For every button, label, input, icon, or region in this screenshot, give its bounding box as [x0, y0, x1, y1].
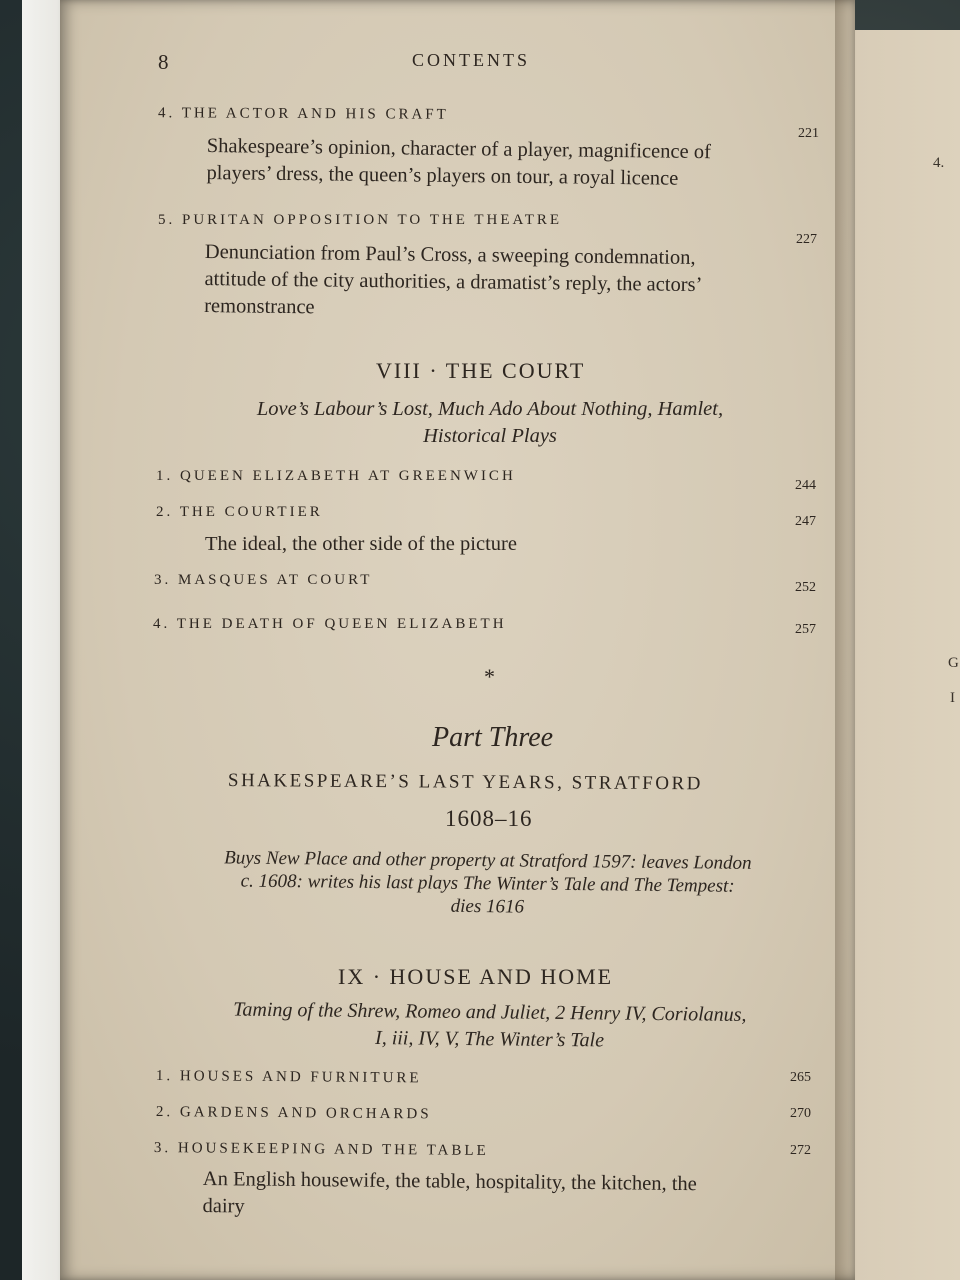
- description-line: attitude of the city authorities, a dramatist’s reply, the actors’: [204, 267, 703, 297]
- page-gutter-shadow: [835, 0, 857, 1280]
- toc-entry-label: 1. HOUSES AND FURNITURE: [155, 1068, 422, 1087]
- toc-entry-page: 244: [795, 478, 816, 493]
- plays-line: Historical Plays: [423, 425, 557, 447]
- toc-entry-label: 2. GARDENS AND ORCHARDS: [155, 1104, 432, 1123]
- part-heading: Part Three: [432, 722, 554, 753]
- description-line: Shakespeare’s opinion, character of a player, magnificence of: [206, 134, 711, 164]
- toc-entry-page: 247: [795, 514, 816, 529]
- facing-page-fragment: 4.: [933, 155, 945, 171]
- plays-line: I, iii, IV, V, The Winter’s Tale: [374, 1027, 605, 1052]
- toc-entry-page: 270: [790, 1106, 811, 1121]
- chapter-heading: IX · HOUSE AND HOME: [338, 964, 614, 989]
- toc-entry-label: 2. THE COURTIER: [156, 504, 323, 520]
- page-title: CONTENTS: [412, 50, 530, 70]
- toc-entry-label: 4. THE ACTOR AND HIS CRAFT: [157, 105, 449, 123]
- plays-line: Love’s Labour’s Lost, Much Ado About Nothing, Hamlet,: [256, 398, 724, 420]
- chapter-heading: VIII · THE COURT: [376, 358, 586, 383]
- toc-entry-page: 272: [790, 1143, 811, 1158]
- toc-entry-description: The ideal, the other side of the picture: [205, 533, 517, 555]
- summary-line: Buys New Place and other property at Stratford 1597: leaves London: [224, 847, 752, 874]
- toc-entry-page: 265: [790, 1070, 811, 1085]
- part-years: 1608–16: [445, 806, 533, 831]
- toc-entry-label: 3. HOUSEKEEPING AND THE TABLE: [153, 1140, 489, 1159]
- contents-page: [60, 0, 855, 1280]
- chapter-plays: [210, 396, 770, 450]
- toc-entry-label: 5. PURITAN OPPOSITION TO THE THEATRE: [158, 212, 563, 228]
- facing-page-fragment: I: [950, 690, 955, 706]
- toc-entry-description: [206, 133, 711, 193]
- toc-entry-label: 3. MASQUES AT COURT: [154, 572, 373, 588]
- plays-line: Taming of the Shrew, Romeo and Juliet, 2 Henry IV, Coriolanus,: [233, 998, 747, 1026]
- part-title: SHAKESPEARE’S LAST YEARS, STRATFORD: [227, 770, 703, 795]
- toc-entry-label: 1. QUEEN ELIZABETH AT GREENWICH: [156, 468, 516, 484]
- toc-entry-description: [204, 239, 703, 326]
- summary-line: c. 1608: writes his last plays The Winter’s Tale and The Tempest:: [240, 870, 735, 897]
- toc-entry-label: 4. THE DEATH OF QUEEN ELIZABETH: [153, 616, 507, 632]
- description-line: Denunciation from Paul’s Cross, a sweeping condemnation,: [204, 240, 696, 269]
- summary-line: dies 1616: [450, 895, 525, 918]
- toc-entry-page: 257: [795, 622, 816, 637]
- section-separator: *: [484, 664, 495, 689]
- part-summary: [187, 846, 788, 921]
- description-line: An English housewife, the table, hospitality, the kitchen, the: [202, 1167, 697, 1196]
- description-line: dairy: [202, 1194, 245, 1218]
- facing-page-fragment: G: [948, 655, 959, 671]
- toc-entry-description: [202, 1166, 697, 1225]
- toc-entry-page: 252: [795, 580, 816, 595]
- chapter-plays: [179, 996, 800, 1056]
- page-number: 8: [158, 50, 169, 74]
- description-line: remonstrance: [204, 294, 315, 319]
- description-line: players’ dress, the queen’s players on tour, a royal licence: [206, 161, 679, 190]
- toc-entry-page: 227: [796, 232, 817, 247]
- facing-page: [840, 30, 960, 1280]
- toc-entry-page: 221: [798, 126, 819, 141]
